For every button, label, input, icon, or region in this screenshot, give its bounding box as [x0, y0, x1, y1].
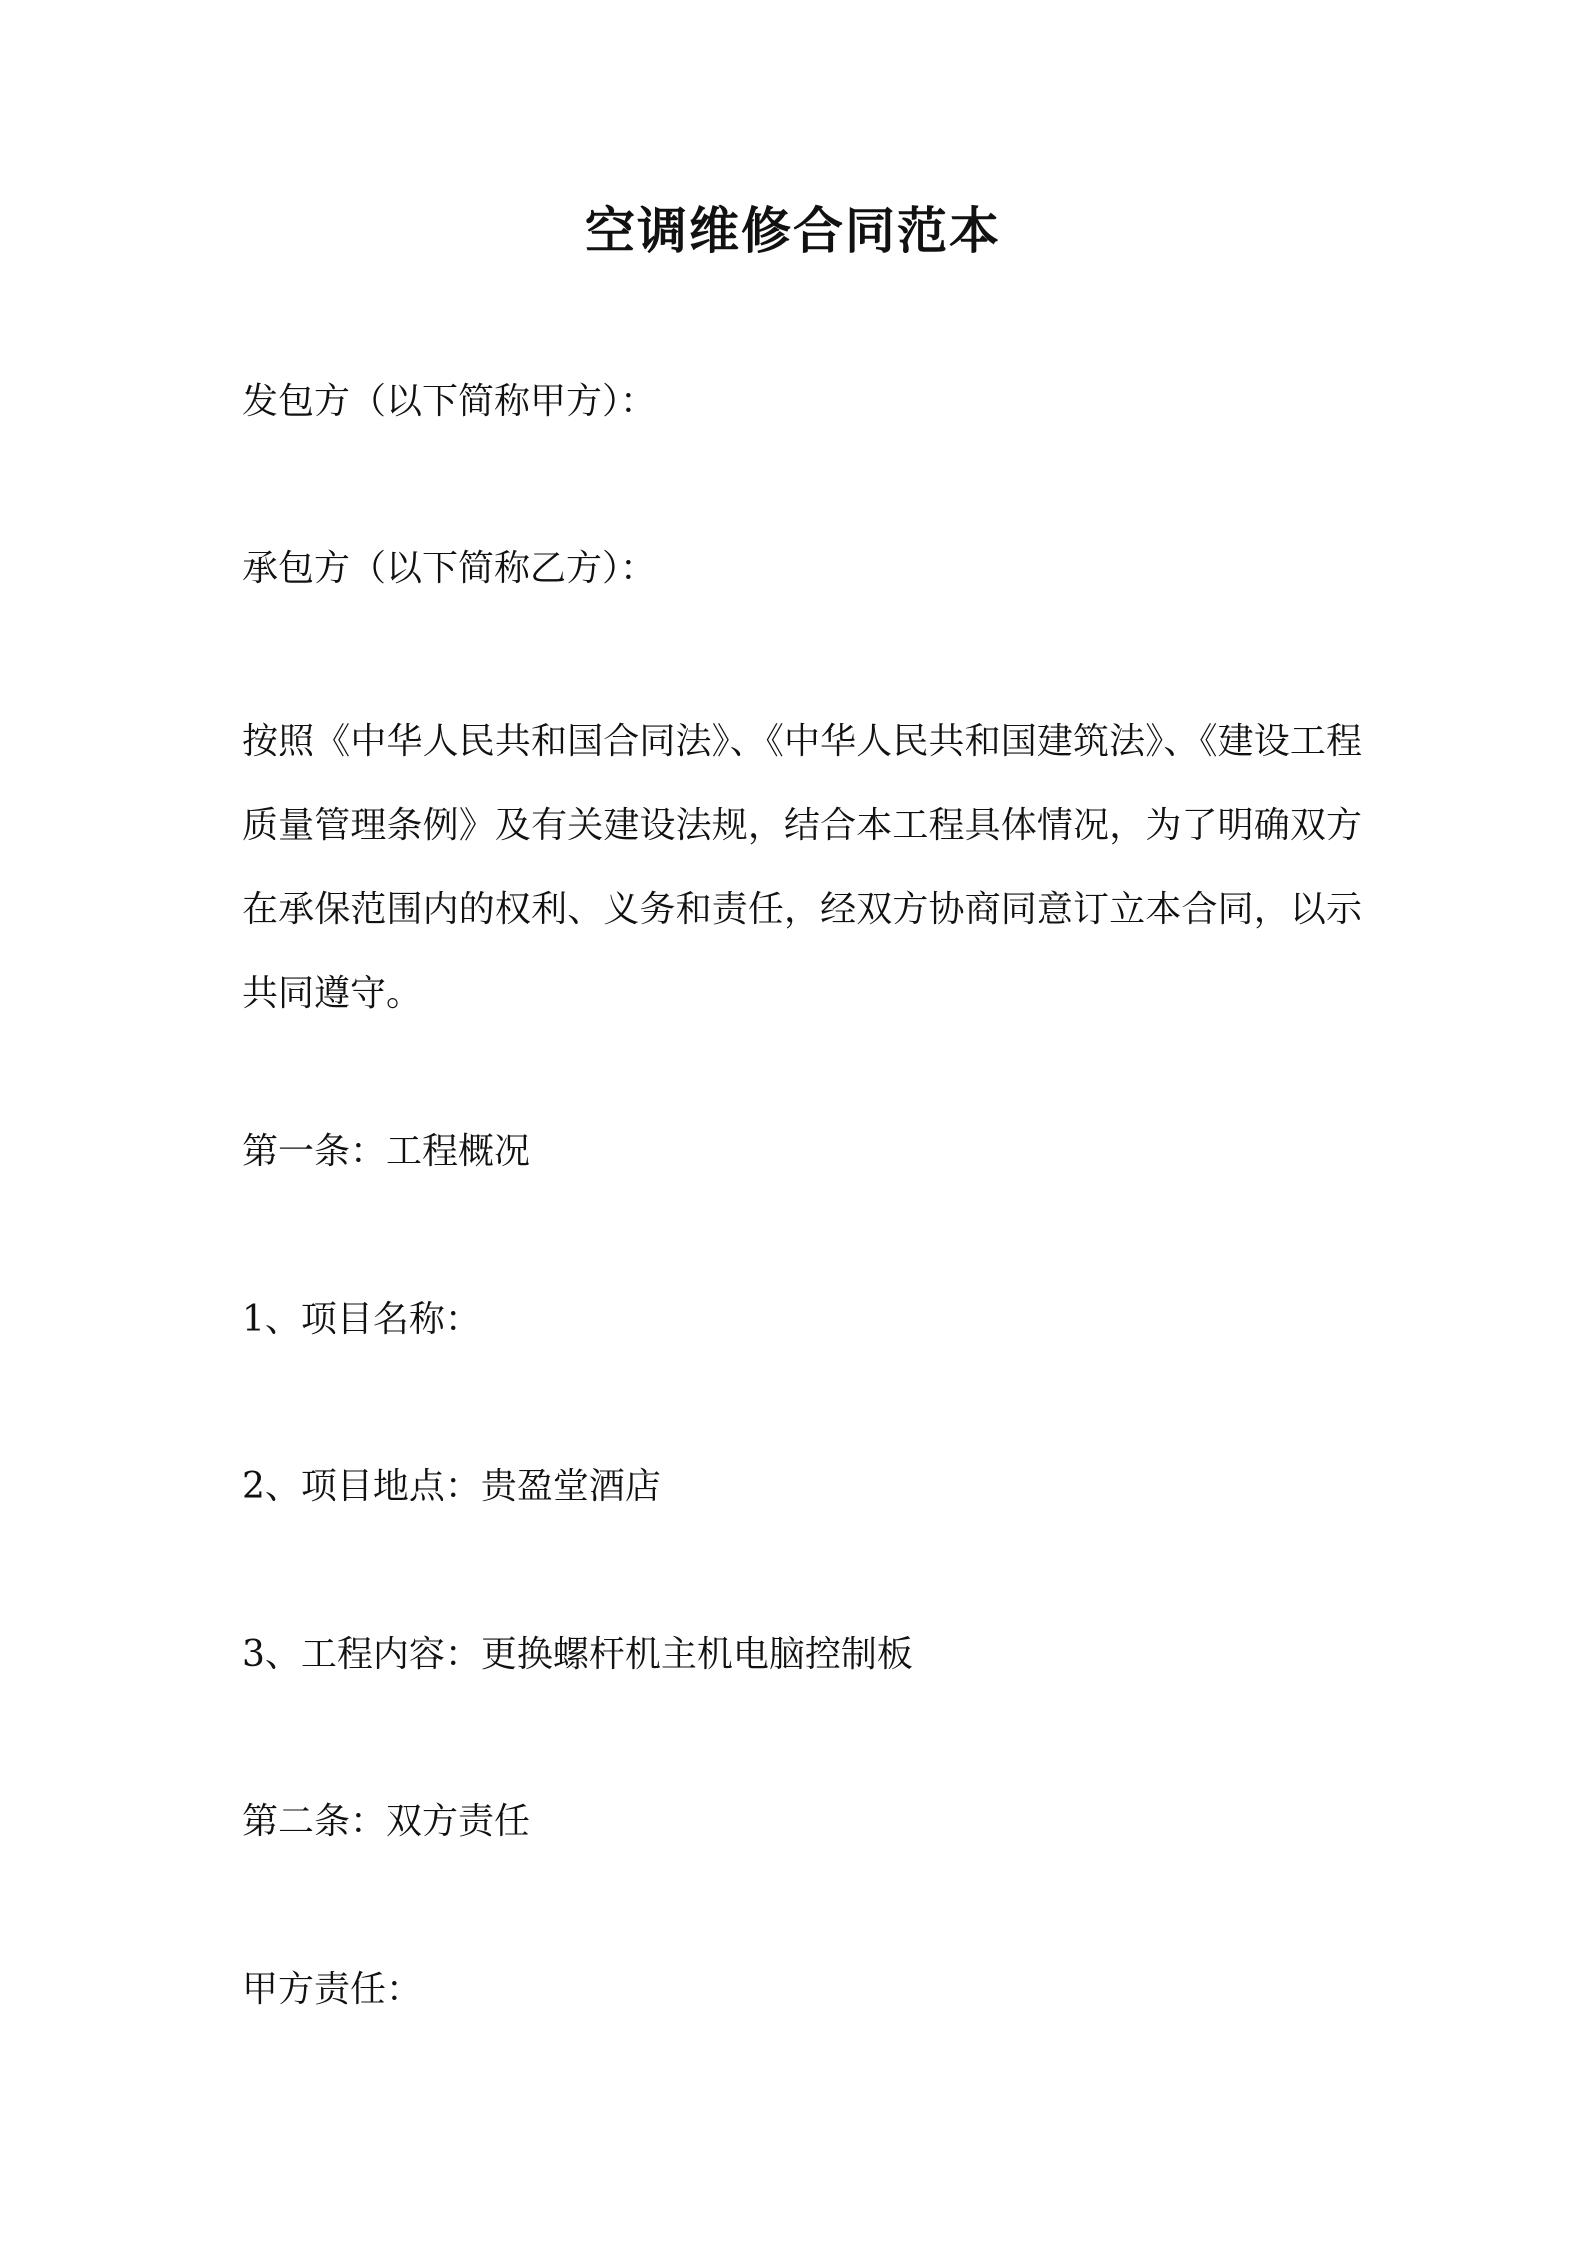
party-a-duty-heading: 甲方责任：: [242, 1969, 423, 2010]
article-1-item-2: 2、项目地点：贵盈堂酒店: [242, 1466, 661, 1507]
article-1-heading: 第一条：工程概况: [242, 1131, 531, 1172]
party-a-line: 发包方（以下简称甲方）：: [242, 381, 657, 422]
article-1-item-1: 1、项目名称：: [242, 1299, 481, 1340]
article-1-item-3: 3、工程内容：更换螺杆机主机电脑控制板: [242, 1634, 913, 1675]
party-b-line: 承包方（以下简称乙方）：: [242, 548, 657, 589]
document-title: 空调维修合同范本: [585, 201, 1001, 260]
preamble-paragraph: 按照《中华人民共和国合同法》、《中华人民共和国建筑法》、《建设工程质量管理条例》及有关建设法规，结合本工程具体情况，为了明确双方在承保范围内的权利、义务和责任，经双方协商同意订立本合同，以示共同遵守。: [242, 721, 1362, 1014]
article-2-heading: 第二条：双方责任: [242, 1801, 531, 1842]
